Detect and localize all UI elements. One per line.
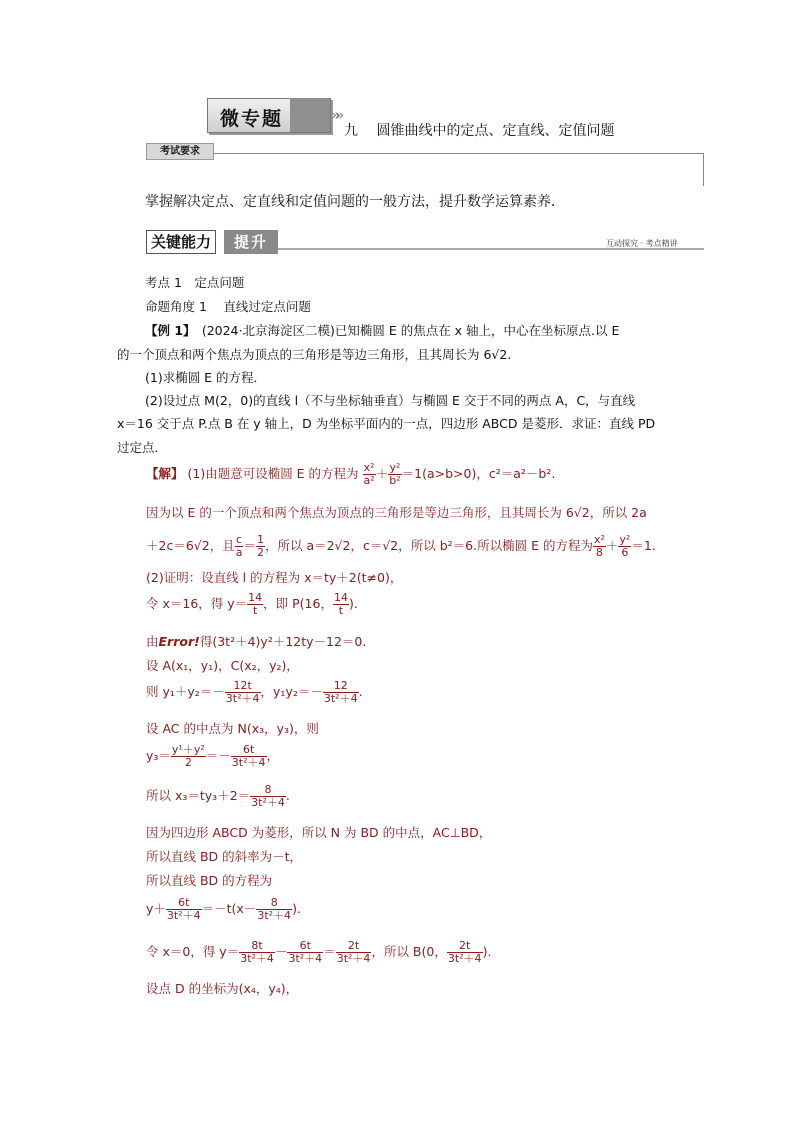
solution-text: 令 x＝16，得 y＝ [146,596,248,611]
fraction [336,940,372,965]
solution-line-17: 设点 D 的坐标为(x₄，y₄)， [146,981,299,996]
solution-line-10 [146,744,279,769]
denominator: 8 [595,546,603,559]
solution-text: ＝ [323,944,336,959]
fraction [166,897,202,922]
solution-tag: 【解】 [146,466,184,481]
solution-line-12: 因为四边形 ABCD 为菱形，所以 N 为 BD 的中点，AC⊥BD， [146,825,492,840]
numerator: 12 [323,680,359,693]
fraction [333,592,349,617]
numerator: 1 [256,533,264,546]
numerator: 6t [287,940,323,953]
solution-text: 令 x＝0，得 y＝ [146,944,240,959]
solution-text: ＋2c＝6√2，且 [146,538,235,553]
solution-text: ，即 P(16， [263,596,333,611]
solution-line-9: 设 AC 的中点为 N(x₃，y₃)，则 [146,721,319,736]
solution-text: (1)由题意可设椭圆 E 的方程为 [187,466,359,481]
solution-text: ). [348,596,358,611]
requirement-text: 掌握解决定点、定直线和定值问题的一般方法，提升数学运算素养． [145,194,565,210]
solution-text: ＝－ [205,748,231,763]
fraction [225,680,261,705]
denominator: 3t²＋4 [336,952,371,965]
fraction [250,784,286,809]
numerator: y² [619,533,631,546]
solution-line-5 [146,592,358,617]
denominator: 2 [184,756,192,769]
angle-heading: 命题角度 1 直线过定点问题 [145,299,311,314]
fraction [323,680,359,705]
solution-text: 所以 x₃＝ty₃＋2＝ [146,788,251,803]
numerator: c [236,533,243,546]
chevron-right-icon: »» [331,106,340,124]
question-2b: x＝16 交于点 P.点 B 在 y 轴上，D 为坐标平面内的一点，四边形 ABCD 是菱形．求证：直线 PD [117,416,656,431]
numerator: 6t [231,744,267,757]
numerator: y² [389,461,401,474]
denominator: a [235,546,243,559]
denominator: 3t²＋4 [166,909,201,922]
denominator: 6 [621,546,629,559]
solution-line-4: (2)证明：设直线 l 的方程为 x＝ty＋2(t≠0)， [146,570,403,585]
numerator: 2t [336,940,372,953]
section-label-highlight: 提升 [224,230,278,254]
solution-line-1: 【解】 (1)由题意可设椭圆 E 的方程为 $\frac{\text{x²}}{\text{a²}}$ ＋ $\frac{\text{y²}}{\text{b²}}$ ＝1(a>b>0)，c²＝a²－b². [146,461,556,487]
denominator: 3t²＋4 [447,952,482,965]
example-text-2: 的一个顶点和两个焦点为顶点的三角形是等边三角形，且其周长为 6√2. [117,347,512,362]
denominator: 2 [256,546,264,559]
topic-heading: 考点 1 定点问题 [145,275,245,290]
fraction [171,744,206,769]
solution-text: 得(3t²＋4)y²＋12ty－12＝0. [199,634,367,649]
numerator: x² [363,461,375,474]
fraction [231,744,267,769]
solution-text: － [274,944,288,959]
solution-text: ＝－t(x－ [201,901,257,916]
numerator: 8 [250,784,286,797]
solution-text: ). [292,901,301,916]
denominator: a² [363,474,375,487]
denominator: 3t²＋4 [240,952,274,965]
fraction [256,897,292,922]
question-2a: (2)设过点 M(2，0)的直线 l（不与坐标轴垂直）与椭圆 E 交于不同的两点 A，C，与直线 [145,393,636,408]
solution-text: y₃＝ [146,748,171,763]
fraction [447,940,483,965]
numerator: y¹＋y² [171,743,205,756]
denominator: 3t²＋4 [231,756,266,769]
solution-line-3: ＋2c＝6√2，且 $\frac{c}{a}$ ＝ $\frac{1}{2}$ ，所以 a＝2√2，c＝√2，所以 b²＝6.所以椭圆 E 的方程为 $\frac{\text{x²}}{8}$ ＋ $\frac{\text{y²}}{6}$ ＝1. [146,533,656,559]
fraction [287,940,323,965]
question-2c: 过定点． [117,440,168,455]
solution-line-11 [146,784,290,809]
denominator: t [252,604,258,617]
solution-text: ，所以 a＝2√2，c＝√2，所以 b²＝6.所以椭圆 E 的方程为 [264,538,593,553]
divider [146,153,704,154]
denominator: t [338,604,344,617]
example-line [145,321,619,339]
solution-text: ＝1. [631,538,656,553]
solution-line-16 [146,940,491,965]
fraction [388,462,401,487]
fraction [363,462,376,487]
numerator: 14 [333,591,348,604]
topic-badge-shade [290,98,330,132]
solution-line-6 [146,632,366,650]
fraction [235,534,244,559]
section-caption: 互动探究 · 考点精讲 [606,239,678,248]
page-title: 九 圆锥曲线中的定点、定直线、定值问题 [344,123,615,139]
solution-text: . [358,684,363,699]
numerator: 8t [239,940,275,953]
denominator: 3t²＋4 [323,692,358,705]
denominator: 3t²＋4 [225,692,260,705]
solution-text: ，y₁y₂＝－ [260,684,323,699]
solution-text: 由 [146,634,159,649]
example-text: (2024·北京海淀区二模)已知椭圆 E 的焦点在 x 轴上，中心在坐标原点.以 E [189,323,620,338]
solution-text: ). [482,944,492,959]
solution-line-13: 所以直线 BD 的斜率为－t， [146,849,303,864]
fraction [239,940,275,965]
section-label: 关键能力 [146,230,216,254]
denominator: 3t²＋4 [251,796,285,809]
solution-text: . [285,788,290,803]
numerator: 14 [248,591,263,604]
solution-text: y＋ [146,901,166,916]
numerator: 6t [166,897,202,910]
solution-text: ，所以 B(0， [371,944,447,959]
denominator: b² [389,474,401,487]
numerator: x² [593,533,605,546]
divider [703,153,704,186]
fraction [618,534,631,559]
solution-text: ＝1(a>b>0)，c²＝a²－b². [401,466,556,481]
numerator: 8 [256,897,292,910]
solution-line-14: 所以直线 BD 的方程为 [146,873,273,888]
fraction [247,592,263,617]
solution-line-7: 设 A(x₁，y₁)，C(x₂，y₂)， [146,658,299,673]
denominator: 3t²＋4 [288,952,323,965]
topic-badge: 微专题 [220,108,284,130]
solution-line-15 [146,897,301,922]
fraction [593,534,606,559]
fraction [256,534,265,559]
solution-text: 则 y₁＋y₂＝－ [146,684,225,699]
solution-line-8 [146,680,363,705]
denominator: 3t²＋4 [257,909,292,922]
numerator: 2t [447,940,483,953]
solution-text: ， [266,748,280,763]
numerator: 12t [225,680,261,693]
error-text: Error! [158,634,200,649]
requirement-tab: 考试要求 [146,143,214,160]
example-tag: 【例 1】 [145,323,190,338]
question-1: (1)求椭圆 E 的方程． [145,370,267,385]
solution-line-2: 因为以 E 的一个顶点和两个焦点为顶点的三角形是等边三角形，且其周长为 6√2，所以 2a [146,505,647,520]
